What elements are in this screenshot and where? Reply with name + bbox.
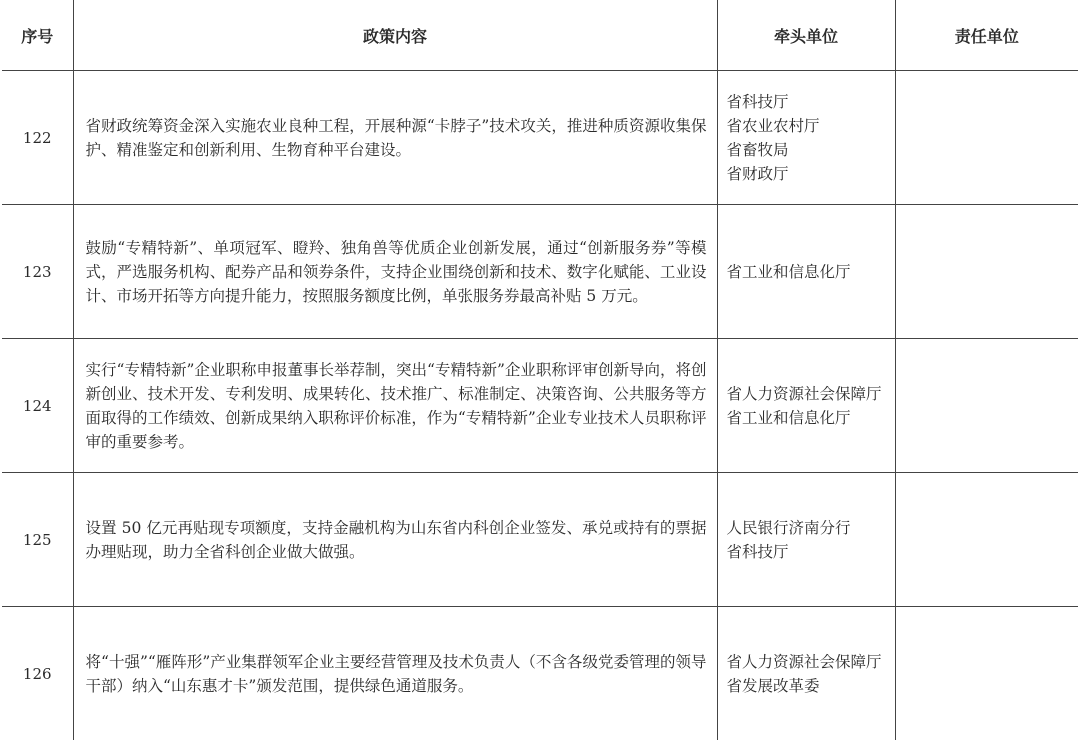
policy-content: 实行“专精特新”企业职称申报董事长举荐制，突出“专精特新”企业职称评审创新导向，将创新创业、技术开发、专利发明、成果转化、技术推广、标准制定、决策咨询、公共服务等方面取得的工作绩效、创新成果纳入职称评价标准，作为“专精特新”企业专业技术人员职称评审的重要参考。 <box>73 339 717 473</box>
row-number: 122 <box>2 71 73 205</box>
header-responsible: 责任单位 <box>895 0 1078 71</box>
responsible-unit <box>895 607 1078 741</box>
responsible-unit <box>895 71 1078 205</box>
lead-units <box>717 473 895 607</box>
lead-unit: 省科技厅 <box>726 542 789 561</box>
lead-units <box>717 339 895 473</box>
header-content: 政策内容 <box>73 0 717 71</box>
lead-unit: 人民银行济南分行 <box>726 518 851 537</box>
lead-unit: 省工业和信息化厅 <box>726 408 851 427</box>
lead-unit: 省工业和信息化厅 <box>726 262 851 281</box>
header-lead: 牵头单位 <box>717 0 895 71</box>
responsible-unit <box>895 473 1078 607</box>
lead-unit: 省畜牧局 <box>726 140 789 159</box>
table-row <box>2 339 1078 473</box>
lead-unit: 省农业农村厅 <box>726 116 820 135</box>
row-number: 123 <box>2 205 73 339</box>
row-number: 126 <box>2 607 73 741</box>
policy-content: 设置 50 亿元再贴现专项额度，支持金融机构为山东省内科创企业签发、承兑或持有的票据办理贴现，助力全省科创企业做大做强。 <box>73 473 717 607</box>
policy-content: 省财政统筹资金深入实施农业良种工程，开展种源“卡脖子”技术攻关，推进种质资源收集保护、精准鉴定和创新利用、生物育种平台建设。 <box>73 71 717 205</box>
responsible-unit <box>895 339 1078 473</box>
table-row <box>2 473 1078 607</box>
table-body <box>2 71 1078 741</box>
lead-unit: 省人力资源社会保障厅 <box>726 384 882 403</box>
row-number: 125 <box>2 473 73 607</box>
policy-content: 将“十强”“雁阵形”产业集群领军企业主要经营管理及技术负责人（不含各级党委管理的领导干部）纳入“山东惠才卡”颁发范围，提供绿色通道服务。 <box>73 607 717 741</box>
table-header <box>2 0 1078 71</box>
lead-unit: 省科技厅 <box>726 92 789 111</box>
header-no: 序号 <box>2 0 73 71</box>
lead-unit: 省人力资源社会保障厅 <box>726 652 882 671</box>
lead-units <box>717 607 895 741</box>
table-row <box>2 607 1078 741</box>
row-number: 124 <box>2 339 73 473</box>
header-row <box>2 0 1078 71</box>
table-row <box>2 71 1078 205</box>
lead-unit: 省财政厅 <box>726 164 789 183</box>
responsible-unit <box>895 205 1078 339</box>
lead-units <box>717 71 895 205</box>
lead-units <box>717 205 895 339</box>
table-row <box>2 205 1078 339</box>
policy-table <box>2 0 1078 740</box>
lead-unit: 省发展改革委 <box>726 676 820 695</box>
policy-content: 鼓励“专精特新”、单项冠军、瞪羚、独角兽等优质企业创新发展，通过“创新服务券”等模式，严选服务机构、配券产品和领券条件，支持企业围绕创新和技术、数字化赋能、工业设计、市场开拓等方向提升能力，按照服务额度比例，单张服务券最高补贴 5 万元。 <box>73 205 717 339</box>
